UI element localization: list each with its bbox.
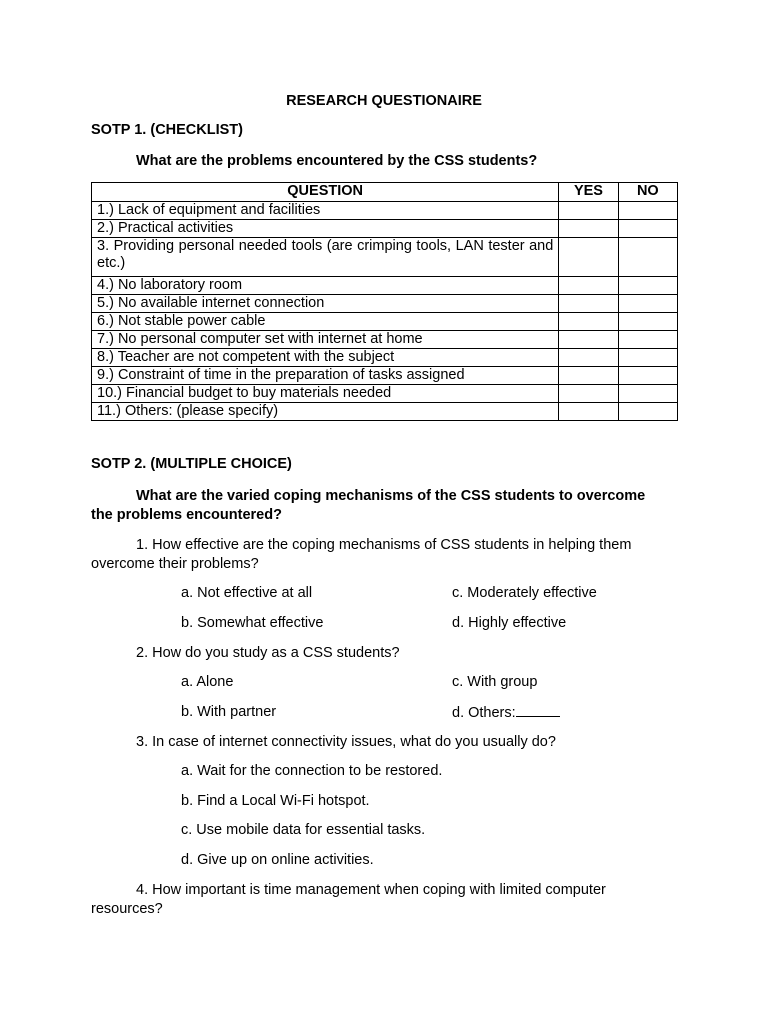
yes-cell[interactable] bbox=[559, 202, 618, 220]
sotp2-heading: SOTP 2. (MULTIPLE CHOICE) bbox=[91, 456, 292, 472]
table-row bbox=[92, 238, 678, 277]
sotp1-question: What are the problems encountered by the CSS students? bbox=[136, 153, 538, 169]
yes-cell[interactable] bbox=[559, 295, 618, 313]
row-question: 10.) Financial budget to buy materials needed bbox=[92, 385, 559, 403]
table-row bbox=[92, 220, 678, 238]
table-header-row bbox=[92, 183, 678, 202]
no-cell[interactable] bbox=[618, 220, 677, 238]
q3-option-c[interactable]: c. Use mobile data for essential tasks. bbox=[181, 822, 426, 838]
header-no: NO bbox=[618, 183, 677, 202]
header-yes: YES bbox=[559, 183, 618, 202]
no-cell[interactable] bbox=[618, 331, 677, 349]
q1-option-d[interactable]: d. Highly effective bbox=[452, 615, 567, 631]
yes-cell[interactable] bbox=[559, 367, 618, 385]
row-question: 1.) Lack of equipment and facilities bbox=[92, 202, 559, 220]
no-cell[interactable] bbox=[618, 277, 677, 295]
no-cell[interactable] bbox=[618, 202, 677, 220]
no-cell[interactable] bbox=[618, 385, 677, 403]
q2-option-c[interactable]: c. With group bbox=[452, 674, 538, 690]
yes-cell[interactable] bbox=[559, 313, 618, 331]
header-question: QUESTION bbox=[92, 183, 559, 202]
no-cell[interactable] bbox=[618, 403, 677, 421]
yes-cell[interactable] bbox=[559, 331, 618, 349]
no-cell[interactable] bbox=[618, 367, 677, 385]
q2-text: 2. How do you study as a CSS students? bbox=[136, 645, 400, 661]
q3-option-d[interactable]: d. Give up on online activities. bbox=[181, 852, 374, 868]
yes-cell[interactable] bbox=[559, 349, 618, 367]
q2-option-a[interactable]: a. Alone bbox=[181, 674, 234, 690]
q1-option-b[interactable]: b. Somewhat effective bbox=[181, 615, 324, 631]
q3-option-b[interactable]: b. Find a Local Wi-Fi hotspot. bbox=[181, 793, 370, 809]
others-blank-line[interactable] bbox=[516, 702, 560, 717]
row-question: 2.) Practical activities bbox=[92, 220, 559, 238]
q1-text-line1: 1. How effective are the coping mechanisms of CSS students in helping them bbox=[136, 537, 632, 553]
row-question: 8.) Teacher are not competent with the subject bbox=[92, 349, 559, 367]
table-row bbox=[92, 313, 678, 331]
table-row bbox=[92, 277, 678, 295]
table-row bbox=[92, 385, 678, 403]
row-question: 6.) Not stable power cable bbox=[92, 313, 559, 331]
q3-text: 3. In case of internet connectivity issues, what do you usually do? bbox=[136, 734, 556, 750]
table-row bbox=[92, 202, 678, 220]
table-row bbox=[92, 367, 678, 385]
yes-cell[interactable] bbox=[559, 277, 618, 295]
q2-option-d[interactable] bbox=[452, 702, 560, 723]
sotp1-heading: SOTP 1. (CHECKLIST) bbox=[91, 122, 243, 138]
table-row bbox=[92, 403, 678, 421]
row-question: 4.) No laboratory room bbox=[92, 277, 559, 295]
table-row bbox=[92, 331, 678, 349]
table-row bbox=[92, 349, 678, 367]
q1-option-a[interactable]: a. Not effective at all bbox=[181, 585, 313, 601]
yes-cell[interactable] bbox=[559, 385, 618, 403]
no-cell[interactable] bbox=[618, 313, 677, 331]
page-title: RESEARCH QUESTIONAIRE bbox=[286, 93, 482, 109]
no-cell[interactable] bbox=[618, 295, 677, 313]
no-cell[interactable] bbox=[618, 349, 677, 367]
q3-option-a[interactable]: a. Wait for the connection to be restored. bbox=[181, 763, 443, 779]
row-question: 9.) Constraint of time in the preparation of tasks assigned bbox=[92, 367, 559, 385]
q2-option-b[interactable]: b. With partner bbox=[181, 704, 277, 720]
sotp2-question-line2: the problems encountered? bbox=[91, 507, 282, 523]
q1-option-c[interactable]: c. Moderately effective bbox=[452, 585, 597, 601]
q1-text-line2: overcome their problems? bbox=[91, 556, 259, 572]
q4-text-line2: resources? bbox=[91, 901, 163, 917]
row-question: 5.) No available internet connection bbox=[92, 295, 559, 313]
row-question: 11.) Others: (please specify) bbox=[92, 403, 559, 421]
q2-option-d-label: d. Others: bbox=[452, 705, 516, 721]
q4-text-line1: 4. How important is time management when coping with limited computer bbox=[136, 882, 606, 898]
no-cell[interactable] bbox=[618, 238, 677, 277]
table-row bbox=[92, 295, 678, 313]
yes-cell[interactable] bbox=[559, 403, 618, 421]
checklist-table bbox=[91, 182, 678, 421]
yes-cell[interactable] bbox=[559, 220, 618, 238]
sotp2-question-line1: What are the varied coping mechanisms of the CSS students to overcome bbox=[136, 488, 646, 504]
row-question: 7.) No personal computer set with internet at home bbox=[92, 331, 559, 349]
yes-cell[interactable] bbox=[559, 238, 618, 277]
row-question: 3. Providing personal needed tools (are crimping tools, LAN tester and etc.) bbox=[92, 238, 559, 277]
